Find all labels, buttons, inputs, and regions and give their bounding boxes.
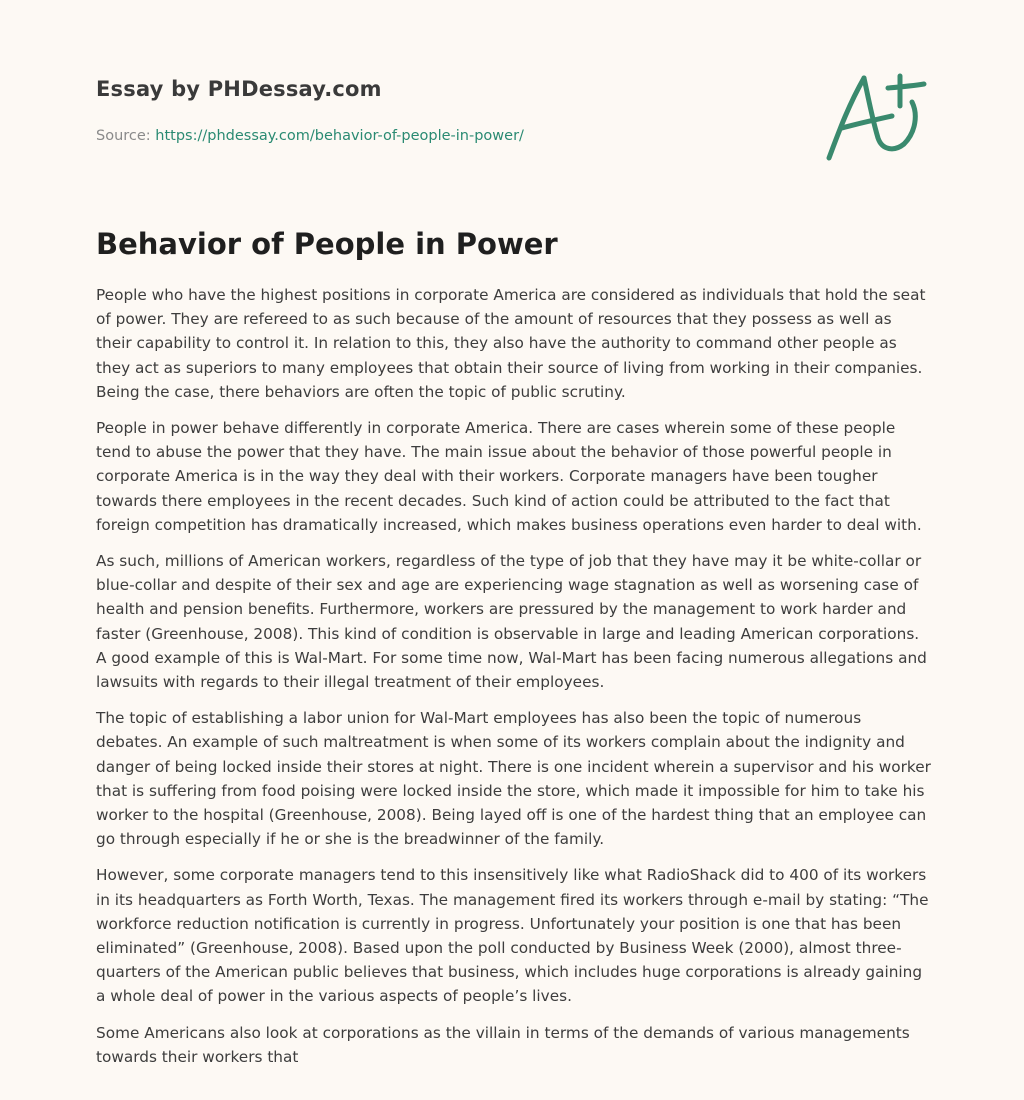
essay-paragraph: People in power behave differently in corporate America. There are cases wherein some of these people tend to abuse the power that they have. The main issue about the behavior of those powerful people in corporate America is in the way they deal with their workers. Corporate managers have been tougher towards there employees in the recent decades. Such kind of action could be attributed to the fact that foreign competition has dramatically increased, which makes business operations even harder to deal with. bbox=[96, 419, 922, 534]
source-link[interactable]: https://phdessay.com/behavior-of-people-in-power/ bbox=[155, 128, 524, 144]
source-line bbox=[96, 126, 796, 146]
essay-title: Behavior of People in Power bbox=[96, 227, 558, 261]
a-plus-logo-svg bbox=[820, 66, 930, 166]
essay-paragraph: As such, millions of American workers, regardless of the type of job that they have may it be white-collar or blue-collar and despite of their sex and age are experiencing wage stagnation as well as worsening case of health and pension benefits. Furthermore, workers are pressured by the management to work harder and faster (Greenhouse, 2008). This kind of condition is observable in large and leading American corporations. A good example of this is Wal-Mart. For some time now, Wal-Mart has been facing numerous allegations and lawsuits with regards to their illegal treatment of their employees. bbox=[96, 552, 927, 692]
a-plus-logo-icon bbox=[820, 66, 930, 166]
essay-paragraph: Some Americans also look at corporations as the villain in terms of the demands of various managements towards their workers that bbox=[96, 1023, 910, 1066]
essay-content bbox=[96, 283, 932, 1081]
source-label: Source: bbox=[96, 128, 151, 144]
essay-paragraph: The topic of establishing a labor union for Wal-Mart employees has also been the topic of numerous debates. An example of such maltreatment is when some of its workers complain about the indignity and danger of being locked inside their stores at night. There is one incident wherein a supervisor and his worker that is suffering from food poising were locked inside the store, which made it impossible for him to take his worker to the hospital (Greenhouse, 2008). Being layed off is one of the hardest thing that an employee can go through especially if he or she is the breadwinner of the family. bbox=[96, 709, 931, 849]
essay-paragraph: However, some corporate managers tend to this insensitively like what RadioShack did to 400 of its workers in its headquarters as Forth Worth, Texas. The management fired its workers through e-mail by stating: “The workforce reduction notification is currently in progress. Unfortunately your position is one that has been eliminated” (Greenhouse, 2008). Based upon the poll conducted by Business Week (2000), almost three-quarters of the American public believes that business, which includes huge corporations is already gaining a whole deal of power in the various aspects of people’s lives. bbox=[96, 866, 929, 1006]
essay-paragraph: People who have the highest positions in corporate America are considered as individuals that hold the seat of power. They are refereed to as such because of the amount of resources that they possess as well as their capability to control it. In relation to this, they also have the authority to command other people as they act as superiors to many employees that obtain their source of living from working in their companies. Being the case, there behaviors are often the topic of public scrutiny. bbox=[96, 286, 926, 401]
essay-header bbox=[96, 74, 796, 146]
site-title: Essay by PHDessay.com bbox=[96, 77, 382, 101]
